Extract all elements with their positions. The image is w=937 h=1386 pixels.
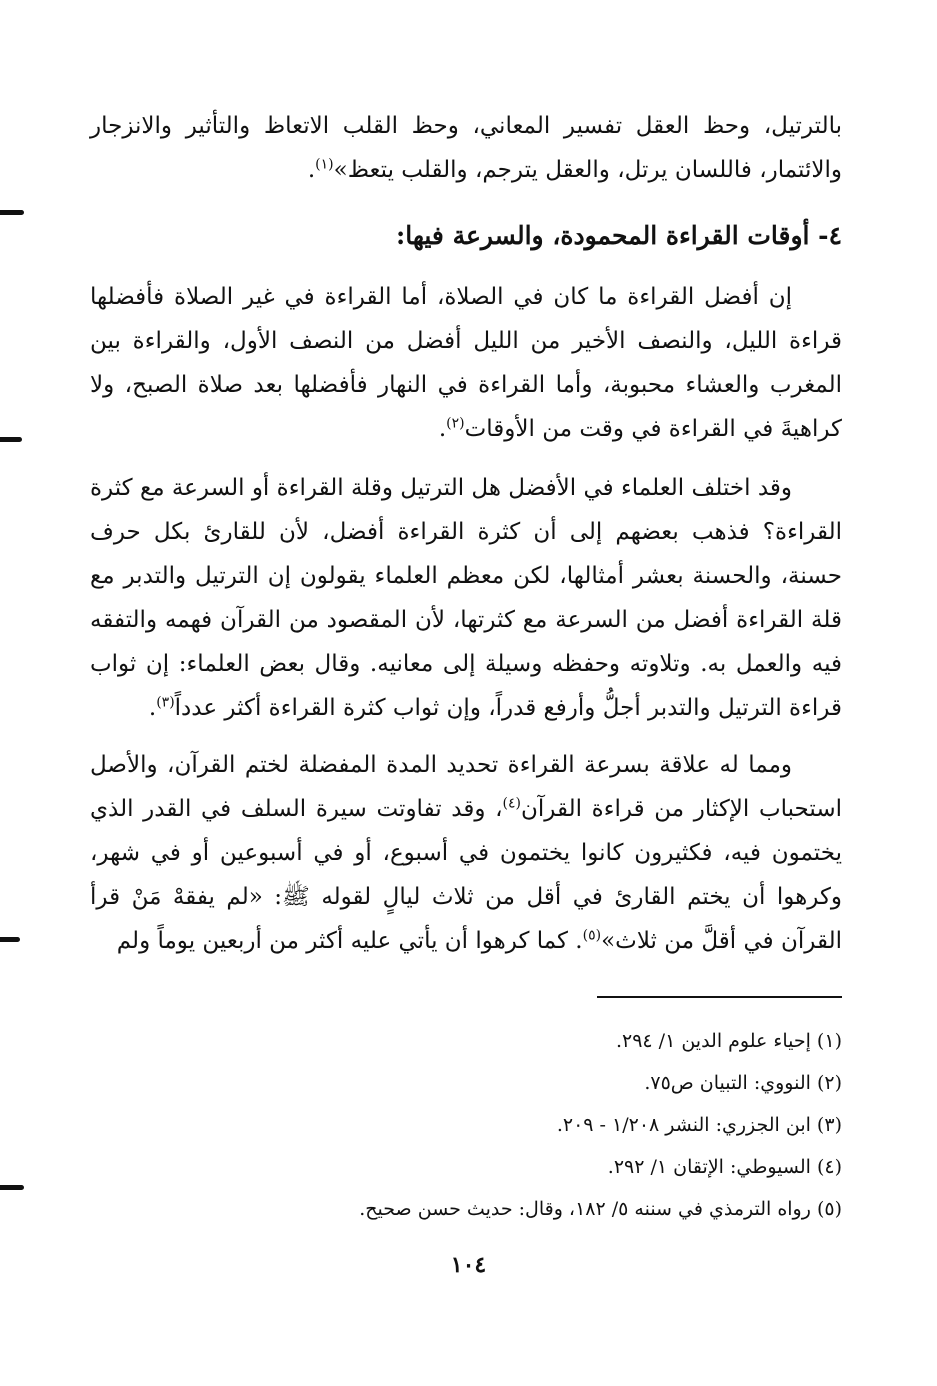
footnote-item: (٤) السيوطي: الإتقان ١/ ٢٩٢. [607,1156,842,1178]
paragraph-text: إن أفضل القراءة ما كان في الصلاة، أما القراءة في غير الصلاة فأفضلها قراءة الليل، والنصف الأخير من الليل أفضل من النصف الأول، والقراءة بين المغرب والعشاء محبوبة، وأما القراءة في النهار فأفضلها بعد صلاة الصبح، ولا كراهيةَ في القراءة في وقت من الأوقات [90,284,842,442]
footnote-item: (٣) ابن الجزري: النشر ١/٢٠٨ - ٢٠٩. [556,1114,842,1136]
scan-edge-mark [0,437,22,442]
paragraph-end: . [307,157,316,183]
footnote-ref: (٢) [446,415,465,432]
intro-paragraph [90,104,842,192]
footnote-ref: (٣) [156,694,175,711]
scan-edge-mark [0,937,20,942]
footnotes-list [90,1020,842,1230]
paragraph-end: . [148,695,157,721]
paragraph-text: ، وقد تفاوتت سيرة السلف في القدر الذي يختمون فيه، فكثيرون كانوا يختمون في أسبوع، أو في أسبوعين أو في شهر، وكرهوا أن يختم القارئ في أقل من ثلاث ليالٍ لقوله ﷺ: «لم يفقهْ مَنْ قرأ القرآن في أقلَّ من ثلاث» [90,796,842,954]
paragraph-khatm-duration [90,743,842,963]
footnote-ref: (٥) [582,927,602,944]
footnote-divider [597,996,842,998]
page-number: ١٠٤ [450,1252,487,1278]
paragraph-text: . كما كرهوا أن يأتي عليه أكثر من أربعين يوماً ولم [116,928,583,954]
paragraph-reading-times [90,275,842,451]
paragraph-text: وقد اختلف العلماء في الأفضل هل الترتيل وقلة القراءة أو السرعة مع كثرة القراءة؟ فذهب بعضهم إلى أن كثرة القراءة أفضل، لأن للقارئ بكل حرف حسنة، والحسنة بعشر أمثالها، لكن معظم العلماء يقولون إن الترتيل والتدبر مع قلة القراءة أفضل من السرعة مع كثرتها، لأن المقصود من القرآن فهمه والتفقه فيه والعمل به. وتلاوته وحفظه وسيلة إلى معانيه. وقال بعض العلماء: إن ثواب قراءة الترتيل والتدبر أجلُّ وأرفع قدراً، وإن ثواب كثرة القراءة أكثر عدداً [90,475,842,721]
footnote-item: (٥) رواه الترمذي في سننه ٥/ ١٨٢، وقال: حديث حسن صحيح. [359,1198,842,1220]
paragraph-text: ومما له علاقة بسرعة القراءة تحديد المدة المفضلة لختم القرآن، والأصل استحباب الإكثار من قراءة القرآن [90,752,842,822]
paragraph-end: . [438,416,447,442]
paragraph-text: بالترتيل، وحظ العقل تفسير المعاني، وحظ القلب الاتعاظ والتأثير والانزجار والائتمار، فاللسان يرتل، والعقل يترجم، والقلب يتعظ» [90,113,842,183]
scan-edge-mark [0,210,24,215]
footnote-ref: (١) [315,156,334,173]
footnote-item: (٢) النووي: التبيان ص٧٥. [644,1072,842,1094]
footnote-item: (١) إحياء علوم الدين ١/ ٢٩٤. [615,1030,842,1052]
paragraph-tarteel-vs-speed [90,466,842,730]
section-heading: ٤- أوقات القراءة المحمودة، والسرعة فيها: [396,221,842,250]
footnote-ref: (٤) [502,795,521,812]
scan-edge-mark [0,1185,24,1190]
